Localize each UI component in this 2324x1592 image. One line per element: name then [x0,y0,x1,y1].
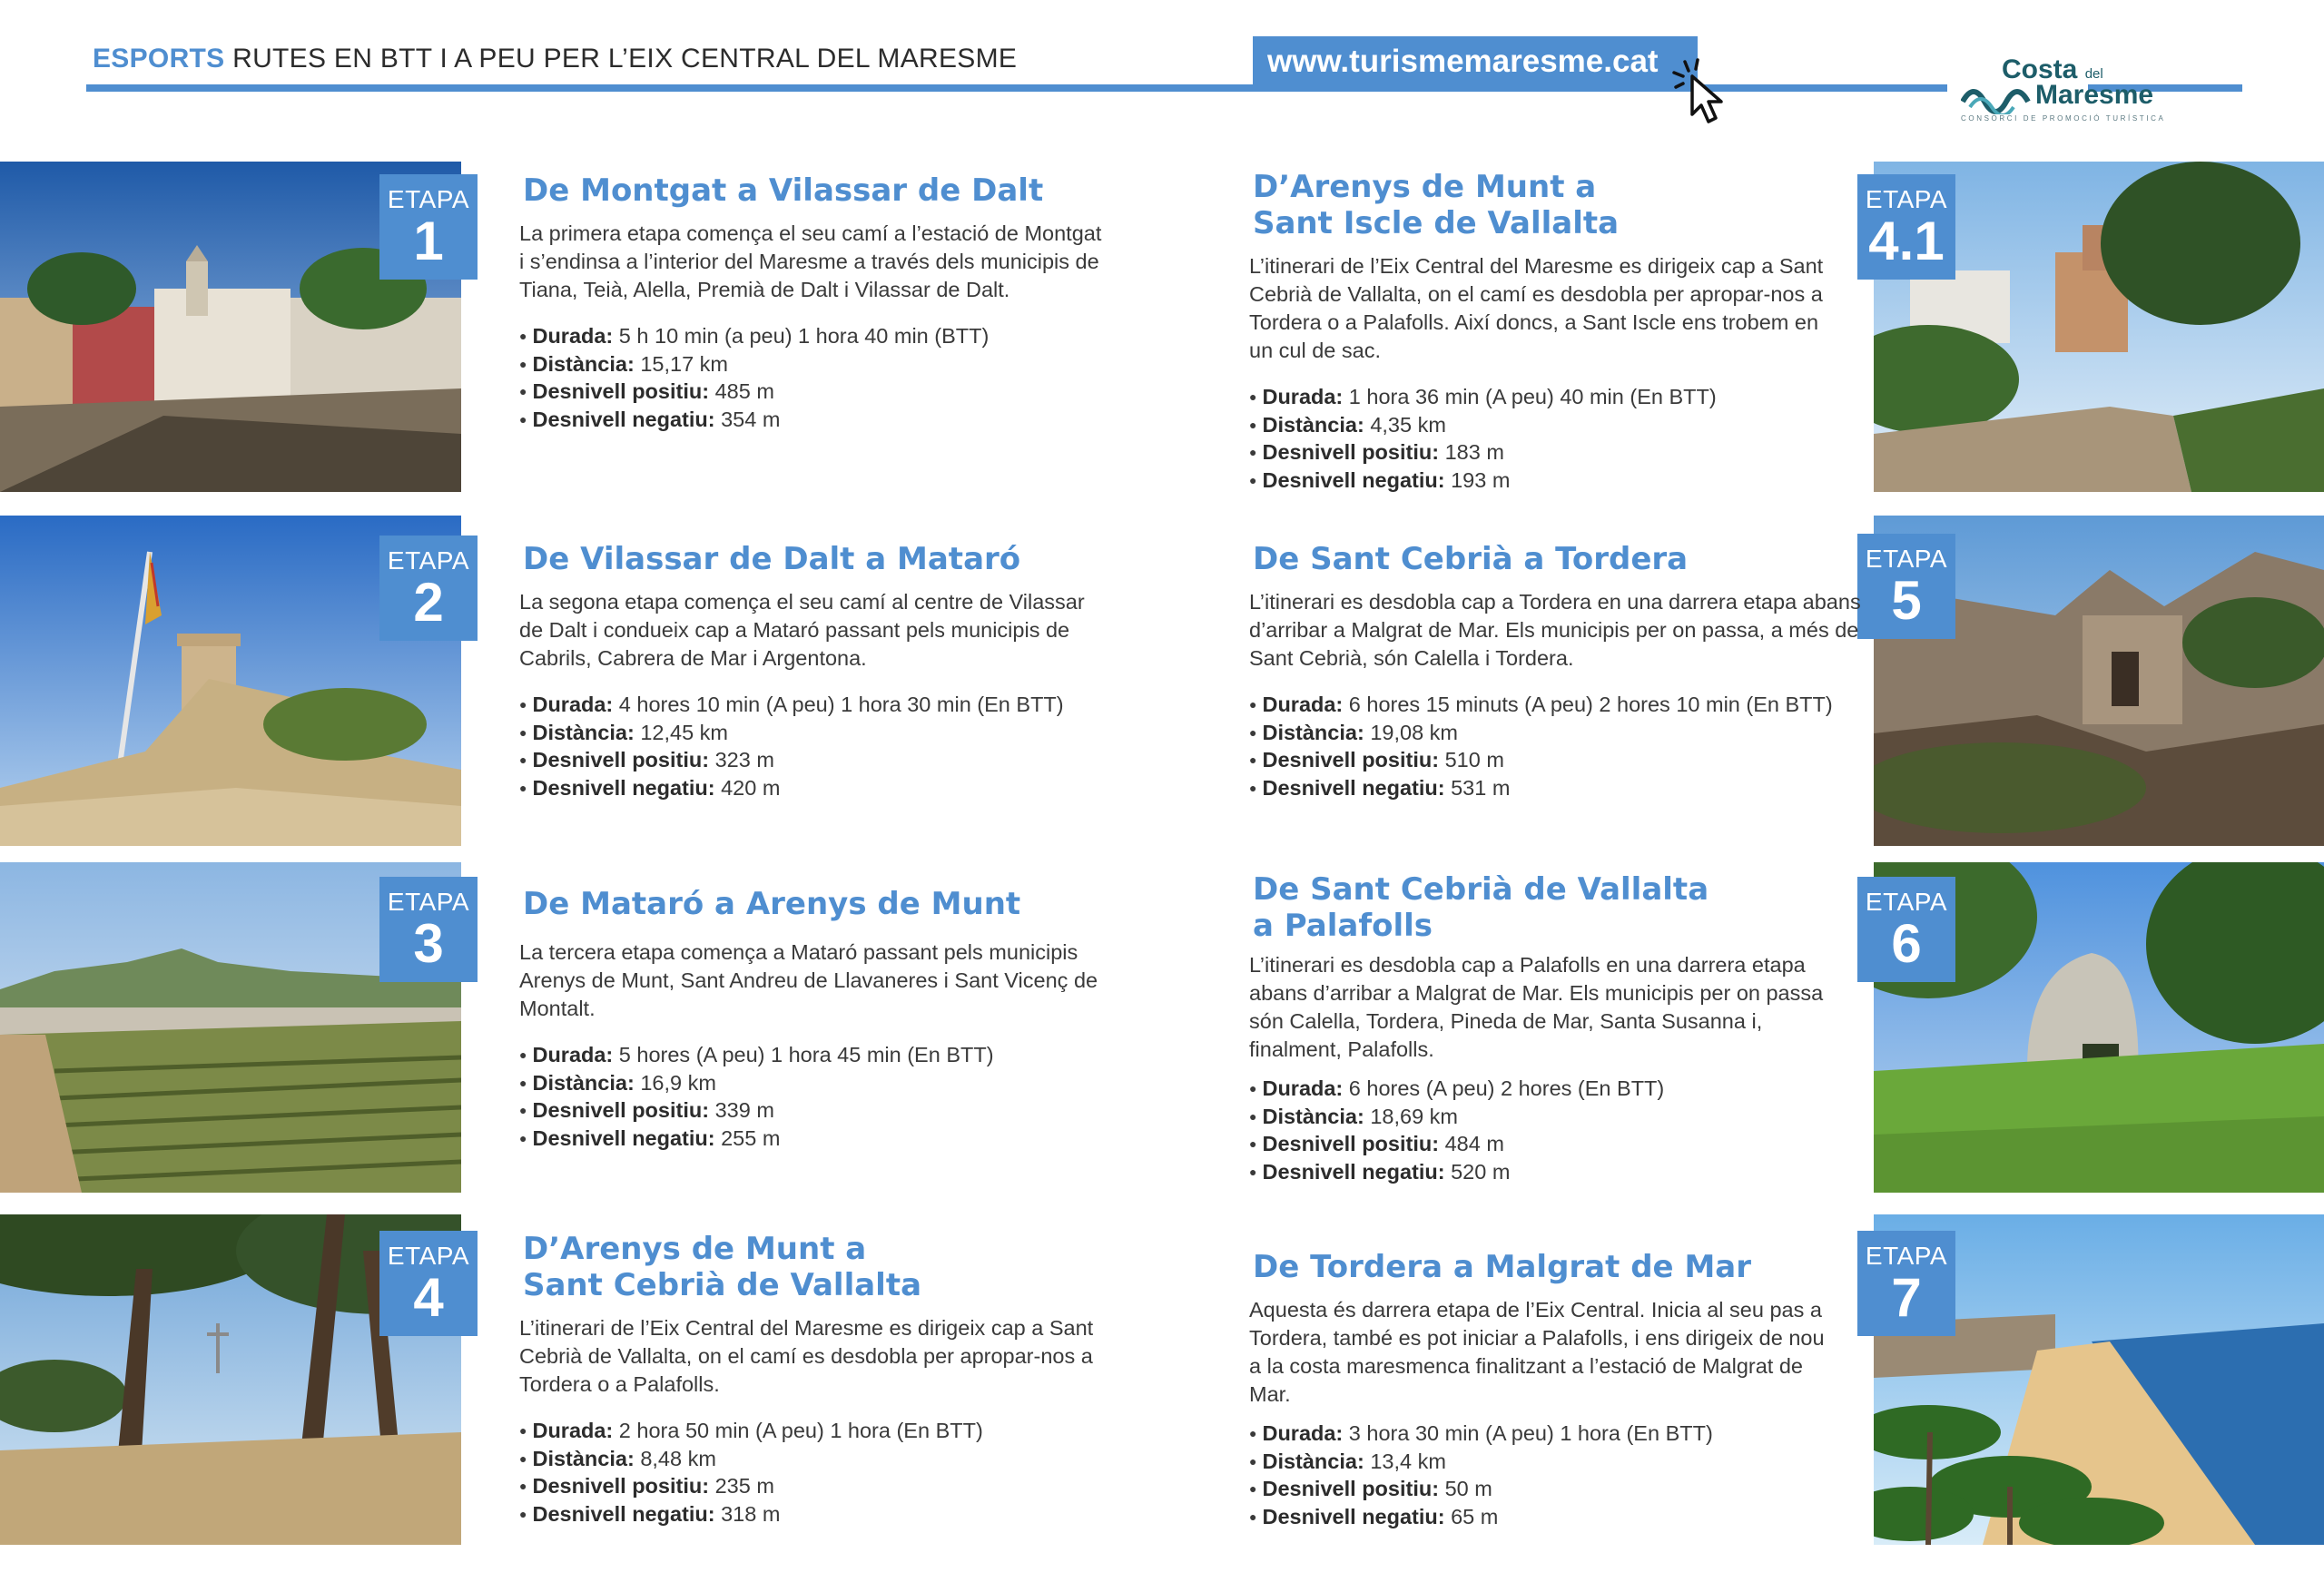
stage-3-badge: ETAPA 3 [379,877,478,982]
stage-title: D’Arenys de Munt a Sant Cebrià de Vallalta [523,1231,922,1303]
stat-distancia: ● Distància: 15,17 km [519,350,1109,378]
stat-desnivell-positiu: ● Desnivell positiu: 235 m [519,1472,1109,1500]
stat-desnivell-negatiu: ● Desnivell negatiu: 65 m [1249,1503,1839,1531]
stat-desnivell-positiu: ● Desnivell positiu: 50 m [1249,1475,1839,1503]
stat-distancia: ● Distància: 8,48 km [519,1445,1109,1473]
stage-stats [1249,691,1866,801]
stat-distancia: ● Distància: 16,9 km [519,1069,1109,1097]
stage-4-badge: ETAPA 4 [379,1231,478,1336]
logo-subtitle: CONSORCI DE PROMOCIÓ TURÍSTICA [1961,114,2166,123]
stage-number: 4 [413,1267,444,1328]
stage-5-badge: ETAPA 5 [1857,534,1955,639]
stat-desnivell-negatiu: ● Desnivell negatiu: 255 m [519,1125,1109,1153]
stage-title: De Sant Cebrià de Vallalta a Palafolls [1253,871,1709,944]
stat-desnivell-negatiu: ● Desnivell negatiu: 420 m [519,774,1109,802]
stage-stats [519,322,1109,433]
stage-number: 3 [413,913,444,974]
stat-desnivell-negatiu: ● Desnivell negatiu: 193 m [1249,467,1839,495]
header-title [93,44,1017,74]
stat-durada: ● Durada: 6 hores 15 minuts (A peu) 2 hores 10 min (En BTT) [1249,691,1866,719]
stage-title: De Tordera a Malgrat de Mar [1253,1249,1751,1285]
stat-desnivell-positiu: ● Desnivell positiu: 339 m [519,1096,1109,1125]
stage-description: La primera etapa comença el seu camí a l’estació de Montgat i s’endinsa a l’interior del Maresme a través dels municipis de Tiana, Teià, Alella, Premià de Dalt i Vilassar de Dalt. [519,221,1102,301]
stat-distancia: ● Distància: 19,08 km [1249,719,1866,747]
stat-durada: ● Durada: 1 hora 36 min (A peu) 40 min (En BTT) [1249,383,1839,411]
stat-desnivell-negatiu: ● Desnivell negatiu: 531 m [1249,774,1866,802]
stage-stats [1249,1075,1839,1185]
header-category: ESPORTS [93,44,225,74]
stat-desnivell-negatiu: ● Desnivell negatiu: 354 m [519,406,1109,434]
stage-6-info [1249,871,1839,1185]
stage-number: 6 [1891,913,1922,974]
stat-distancia: ● Distància: 4,35 km [1249,411,1839,439]
stage-3-info [519,886,1109,1152]
stage-description: L’itinerari es desdobla cap a Tordera en una darrera etapa abans d’arribar a Malgrat de Mar. Els municipis per on passa, a més de Sant Cebrià, són Calella i Tordera. [1249,590,1861,670]
stat-durada: ● Durada: 4 hores 10 min (A peu) 1 hora 30 min (En BTT) [519,691,1109,719]
stage-stats [519,1417,1109,1528]
stage-description: La segona etapa comença el seu camí al centre de Vilassar de Dalt i condueix cap a Mataró passant pels municipis de Cabrils, Cabrera de Mar i Argentona. [519,590,1085,670]
stage-description: L’itinerari de l’Eix Central del Maresme es dirigeix cap a Sant Cebrià de Vallalta, on el camí es desdobla per apropar-nos a Tordera o a Palafolls. Així doncs, a Sant Iscle ens trobem en un cul de sac. [1249,254,1824,362]
stat-desnivell-negatiu: ● Desnivell negatiu: 318 m [519,1500,1109,1528]
stat-durada: ● Durada: 6 hores (A peu) 2 hores (En BTT) [1249,1075,1839,1103]
stage-2-info [519,541,1109,801]
stage-description: Aquesta és darrera etapa de l’Eix Central. Inicia al seu pas a Tordera, també es pot iniciar a Palafolls, i ens dirigeix de nou a la costa maresmenca finalitzant a l’estació de Malgrat de Mar. [1249,1298,1825,1406]
stage-title: De Mataró a Arenys de Munt [523,886,1021,922]
costa-maresme-logo [1961,54,2215,127]
stage-number: 2 [413,572,444,633]
stage-stats [1249,1420,1839,1530]
stage-stats [519,1041,1109,1152]
stage-4-1-badge: ETAPA 4.1 [1857,174,1955,280]
stat-durada: ● Durada: 2 hora 50 min (A peu) 1 hora (En BTT) [519,1417,1109,1445]
stage-title: De Montgat a Vilassar de Dalt [523,172,1044,209]
stage-4-1-info [1249,169,1839,494]
stage-number: 7 [1891,1267,1922,1328]
stat-distancia: ● Distància: 18,69 km [1249,1103,1839,1131]
logo-text-maresme: Maresme [2035,80,2154,110]
stage-1-info [519,172,1109,433]
stage-description: La tercera etapa comença a Mataró passant pels municipis Arenys de Munt, Sant Andreu de Llavaneres i Sant Vicenç de Montalt. [519,940,1098,1020]
stage-stats [1249,383,1839,494]
stat-desnivell-positiu: ● Desnivell positiu: 484 m [1249,1130,1839,1158]
stat-desnivell-negatiu: ● Desnivell negatiu: 520 m [1249,1158,1839,1186]
stat-desnivell-positiu: ● Desnivell positiu: 485 m [519,378,1109,406]
stage-1-badge: ETAPA 1 [379,174,478,280]
stat-distancia: ● Distància: 13,4 km [1249,1448,1839,1476]
stage-5-info [1249,541,1866,801]
website-link[interactable]: www.turismemaresme.cat [1253,36,1698,87]
stage-title: De Vilassar de Dalt a Mataró [523,541,1021,577]
stage-description: L’itinerari es desdobla cap a Palafolls en una darrera etapa abans d’arribar a Malgrat de Mar. Els municipis per on passa són Calella, Tordera, Pineda de Mar, Santa Susanna i, finalment, Palafolls. [1249,953,1824,1061]
stat-durada: ● Durada: 5 h 10 min (a peu) 1 hora 40 min (BTT) [519,322,1109,350]
stage-number: 5 [1891,570,1922,631]
stat-durada: ● Durada: 5 hores (A peu) 1 hora 45 min (En BTT) [519,1041,1109,1069]
stat-distancia: ● Distància: 12,45 km [519,719,1109,747]
stage-4-info [519,1231,1109,1528]
stage-7-info [1249,1249,1839,1530]
stage-description: L’itinerari de l’Eix Central del Maresme es dirigeix cap a Sant Cebrià de Vallalta, on el camí es desdobla per apropar-nos a Tordera o a Palafolls. [519,1316,1094,1396]
stage-number: 4.1 [1868,211,1945,271]
stage-2-badge: ETAPA 2 [379,536,478,641]
stat-durada: ● Durada: 3 hora 30 min (A peu) 1 hora (En BTT) [1249,1420,1839,1448]
stage-stats [519,691,1109,801]
stage-6-badge: ETAPA 6 [1857,877,1955,982]
stat-desnivell-positiu: ● Desnivell positiu: 183 m [1249,438,1839,467]
pointer-cursor-icon [1670,56,1743,129]
stage-title: De Sant Cebrià a Tordera [1253,541,1689,577]
stage-number: 1 [413,211,444,271]
stat-desnivell-positiu: ● Desnivell positiu: 510 m [1249,746,1866,774]
logo-text-costa: Costa del [2002,54,2103,84]
header-subtitle: RUTES EN BTT I A PEU PER L’EIX CENTRAL DEL MARESME [232,44,1018,74]
stat-desnivell-positiu: ● Desnivell positiu: 323 m [519,746,1109,774]
stage-7-badge: ETAPA 7 [1857,1231,1955,1336]
stage-title: D’Arenys de Munt a Sant Iscle de Vallalta [1253,169,1620,241]
